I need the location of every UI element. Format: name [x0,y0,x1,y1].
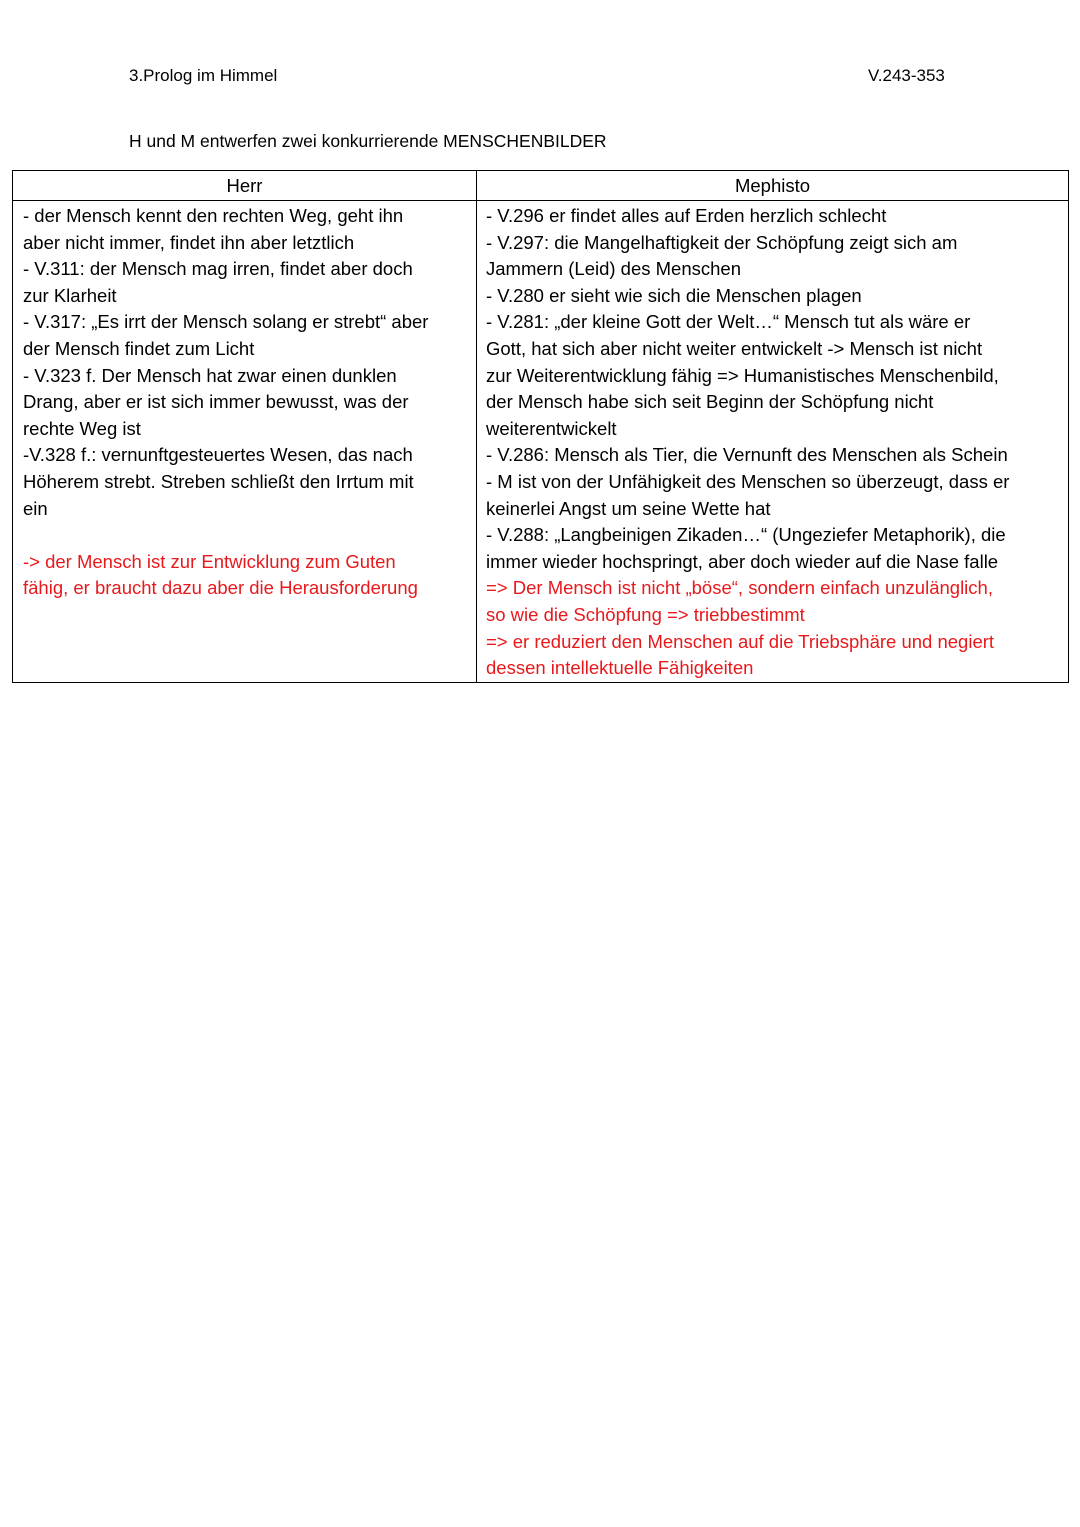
mephisto-line: keinerlei Angst um seine Wette hat [486,497,771,519]
herr-line: -V.328 f.: vernunftgesteuertes Wesen, das nach [23,444,413,466]
mephisto-line: - V.286: Mensch als Tier, die Vernunft des Menschen als Schein [486,444,1008,466]
herr-line: aber nicht immer, findet ihn aber letztlich [23,231,355,253]
herr-line: - der Mensch kennt den rechten Weg, geht ihn [23,205,404,226]
mephisto-line: - V.281: „der kleine Gott der Welt…“ Mensch tut als wäre er [486,311,971,333]
herr-line: - V.311: der Mensch mag irren, findet aber doch [23,258,413,280]
column-header-herr: Herr [13,171,477,201]
mephisto-line: Jammern (Leid) des Menschen [486,258,741,280]
mephisto-conclusion-line: => er reduziert den Menschen auf die Triebsphäre und negiert [486,630,995,652]
mephisto-conclusion-line: dessen intellektuelle Fähigkeiten [486,657,754,679]
mephisto-line: - V.297: die Mangelhaftigkeit der Schöpfung zeigt sich am [486,231,958,253]
mephisto-line: zur Weiterentwicklung fähig => Humanistisches Menschenbild, [486,364,999,386]
herr-line: - V.317: „Es irrt der Mensch solang er strebt“ aber [23,311,429,333]
herr-line: Höherem strebt. Streben schließt den Irrtum mit [23,470,414,492]
document-subtitle: H und M entwerfen zwei konkurrierende MENSCHENBILDER [129,131,607,151]
herr-line: der Mensch findet zum Licht [23,337,255,359]
mephisto-line: immer wieder hochspringt, aber doch wieder auf die Nase falle [486,550,999,572]
blank-line [23,522,472,549]
table-header-row [13,171,1069,201]
mephisto-cell [477,201,1069,683]
mephisto-line: - V.288: „Langbeinigen Zikaden…“ (Ungeziefer Metaphorik), die [486,524,1006,546]
mephisto-conclusion-line: so wie die Schöpfung => triebbestimmt [486,603,805,625]
mephisto-conclusion-line: => Der Mensch ist nicht „böse“, sondern einfach unzulänglich, [486,577,993,599]
mephisto-line: der Mensch habe sich seit Beginn der Schöpfung nicht [486,391,934,413]
table-row [13,201,1069,683]
herr-conclusion-line: -> der Mensch ist zur Entwicklung zum Guten [23,550,396,572]
chapter-title: 3.Prolog im Himmel [129,66,278,85]
mephisto-line: Gott, hat sich aber nicht weiter entwickelt -> Mensch ist nicht [486,337,983,359]
herr-conclusion-line: fähig, er braucht dazu aber die Herausforderung [23,577,418,599]
verse-range: V.243-353 [868,66,945,85]
herr-cell [13,201,477,683]
mephisto-line: weiterentwickelt [486,417,617,439]
mephisto-line: - M ist von der Unfähigkeit des Menschen so überzeugt, dass er [486,470,1010,492]
herr-line: - V.323 f. Der Mensch hat zwar einen dunklen [23,364,397,386]
mephisto-line: - V.280 er sieht wie sich die Menschen plagen [486,284,862,306]
column-header-mephisto: Mephisto [477,171,1069,201]
herr-line: Drang, aber er ist sich immer bewusst, was der [23,391,409,413]
herr-line: zur Klarheit [23,284,117,306]
mephisto-line: - V.296 er findet alles auf Erden herzlich schlecht [486,205,887,226]
comparison-table [12,170,1069,683]
herr-line: ein [23,497,48,519]
herr-line: rechte Weg ist [23,417,141,439]
